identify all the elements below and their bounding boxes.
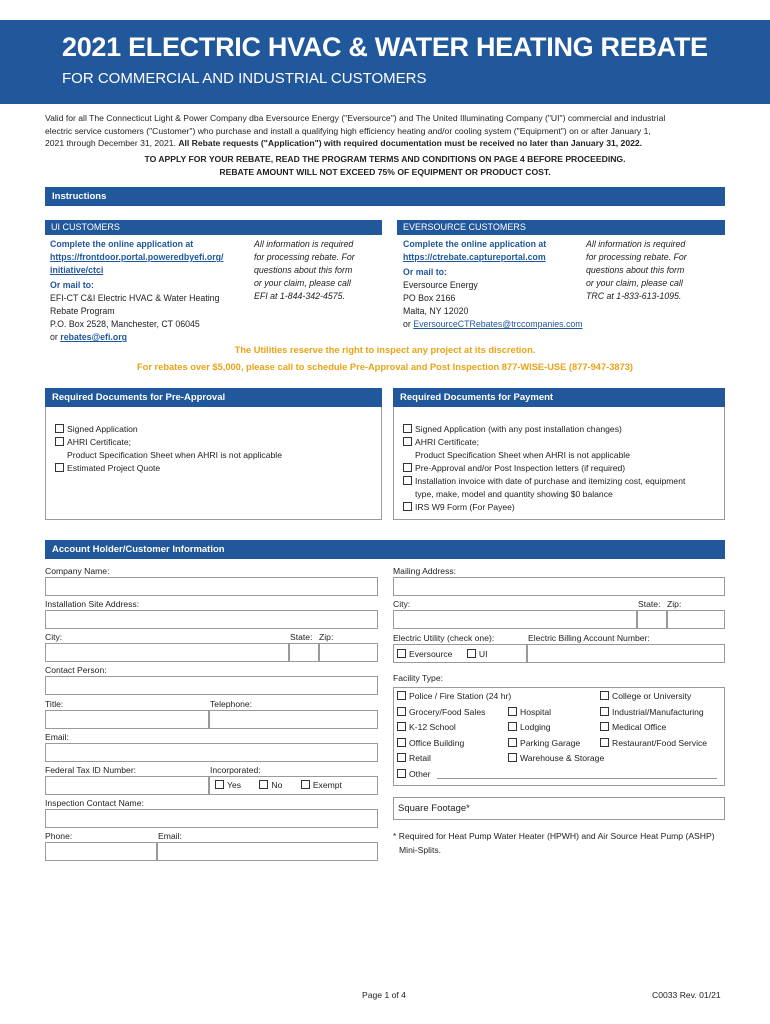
checklist-sublabel: Product Specification Sheet when AHRI is not applicable: [67, 450, 282, 460]
checklist-label: IRS W9 Form (For Payee): [415, 502, 515, 512]
zip2-input[interactable]: [667, 610, 725, 629]
note-line: All information is required: [586, 239, 686, 249]
police-checkbox[interactable]: [397, 691, 406, 700]
college-checkbox[interactable]: [600, 691, 609, 700]
site-address-input[interactable]: [45, 610, 378, 629]
title-banner: [0, 20, 770, 104]
note-line: questions about this form: [586, 265, 685, 275]
facility-label: Grocery/Food Sales: [409, 707, 486, 717]
form-code: C0033 Rev. 01/21: [652, 990, 721, 1000]
es-apply-text: Complete the online application at: [403, 239, 547, 249]
eversource-customers-header: EVERSOURCE CUSTOMERS: [397, 220, 725, 235]
instructions-header: Instructions: [45, 187, 725, 206]
mailing-address-input[interactable]: [393, 577, 725, 596]
ui-portal-link-cont[interactable]: initiative/ctci: [50, 265, 104, 275]
zip2-label: Zip:: [667, 599, 682, 609]
ui-customers-header: UI CUSTOMERS: [45, 220, 382, 235]
incorporated-options: [215, 779, 342, 792]
es-portal-link[interactable]: https://ctrebate.captureportal.com: [403, 252, 546, 262]
contact-person-input[interactable]: [45, 676, 378, 695]
facility-label: Parking Garage: [520, 738, 581, 748]
inspection-warning: The Utilities reserve the right to inspect any project at its discretion.: [234, 345, 536, 355]
checklist-sublabel: Product Specification Sheet when AHRI is not applicable: [415, 450, 630, 460]
note-line: for processing rebate. For: [586, 252, 687, 262]
city2-input[interactable]: [393, 610, 637, 629]
city2-label: City:: [393, 599, 411, 609]
or-text: or: [403, 319, 411, 329]
state2-input[interactable]: [637, 610, 667, 629]
other-line-input[interactable]: [437, 778, 717, 779]
federal-tax-input[interactable]: [45, 776, 209, 795]
billing-label: Electric Billing Account Number:: [528, 633, 650, 643]
note-line: or your claim, please call: [254, 278, 351, 288]
facility-label: Other: [409, 769, 431, 779]
footnote-cont: Mini-Splits.: [399, 845, 442, 855]
note-line: for processing rebate. For: [254, 252, 355, 262]
ui-address: EFI-CT C&I Electric HVAC & Water Heating: [50, 293, 220, 303]
intro-text: [45, 112, 725, 150]
note-line: All information is required: [254, 239, 354, 249]
utility-label: Electric Utility (check one):: [393, 633, 495, 643]
inc-exempt-label: Exempt: [312, 780, 342, 790]
checklist-label: AHRI Certificate;: [67, 437, 131, 447]
es-mail-label: Or mail to:: [403, 267, 447, 277]
payment-list: [403, 423, 685, 514]
facility-label: College or University: [612, 691, 692, 701]
inc-exempt-checkbox[interactable]: [301, 780, 310, 789]
w9-checkbox[interactable]: [403, 502, 412, 511]
or-text: or: [50, 332, 58, 342]
state2-label: State:: [638, 599, 661, 609]
city-input[interactable]: [45, 643, 289, 662]
estimate-checkbox[interactable]: [55, 463, 64, 472]
inc-no-checkbox[interactable]: [259, 780, 268, 789]
parking-checkbox[interactable]: [508, 738, 517, 747]
es-email-link[interactable]: EversourceCTRebates@trccompanies.com: [413, 319, 583, 329]
restaurant-checkbox[interactable]: [600, 738, 609, 747]
site-address-label: Installation Site Address:: [45, 599, 140, 609]
signed-application-checkbox[interactable]: [55, 424, 64, 433]
grocery-checkbox[interactable]: [397, 707, 406, 716]
intro-line: Valid for all The Connecticut Light & Power Company dba Eversource Energy ("Eversource") and The United Illuminating Company ("UI") commercial and industrial: [45, 113, 666, 123]
facility-label: Hospital: [520, 707, 552, 717]
office-checkbox[interactable]: [397, 738, 406, 747]
ui-address: Rebate Program: [50, 306, 115, 316]
note-line: questions about this form: [254, 265, 353, 275]
federal-tax-label: Federal Tax ID Number:: [45, 765, 137, 775]
telephone-input[interactable]: [209, 710, 378, 729]
page-number: Page 1 of 4: [362, 990, 406, 1000]
facility-label: Industrial/Manufacturing: [612, 707, 704, 717]
facility-label: Warehouse & Storage: [520, 753, 605, 763]
ui-checkbox[interactable]: [467, 649, 476, 658]
eversource-checkbox[interactable]: [397, 649, 406, 658]
checklist-label: AHRI Certificate;: [415, 437, 479, 447]
ahri-checkbox[interactable]: [55, 437, 64, 446]
email-input[interactable]: [45, 743, 378, 762]
ahri-checkbox[interactable]: [403, 437, 412, 446]
zip-label: Zip:: [319, 632, 334, 642]
page-subtitle: FOR COMMERCIAL AND INDUSTRIAL CUSTOMERS: [62, 70, 427, 87]
medical-checkbox[interactable]: [600, 722, 609, 731]
ui-mail-label: Or mail to:: [50, 280, 94, 290]
preapproval-header: Required Documents for Pre-Approval: [45, 388, 382, 407]
checklist-sublabel: type, make, model and quantity showing $0 balance: [415, 489, 613, 499]
square-footage-label: Square Footage*: [398, 803, 470, 814]
lodging-checkbox[interactable]: [508, 722, 517, 731]
facility-label: Retail: [409, 753, 431, 763]
eversource-instructions: [403, 238, 583, 331]
inc-yes-checkbox[interactable]: [215, 780, 224, 789]
facility-label: Police / Fire Station (24 hr): [409, 691, 512, 701]
page-title: 2021 ELECTRIC HVAC & WATER HEATING REBATE: [62, 32, 708, 62]
preapproval-list: [55, 423, 282, 475]
utility-options: [397, 648, 487, 661]
note-line: TRC at 1-833-613-1095.: [586, 291, 682, 301]
checklist-label: Pre-Approval and/or Post Inspection letters (if required): [415, 463, 626, 473]
hospital-checkbox[interactable]: [508, 707, 517, 716]
footnote: * Required for Heat Pump Water Heater (HPWH) and Air Source Heat Pump (ASHP): [393, 831, 715, 841]
checklist-label: Signed Application (with any post installation changes): [415, 424, 622, 434]
es-address: Malta, NY 12020: [403, 306, 469, 316]
telephone-label: Telephone:: [210, 699, 253, 709]
inspection-contact-input[interactable]: [45, 809, 378, 828]
notice-terms: TO APPLY FOR YOUR REBATE, READ THE PROGRAM TERMS AND CONDITIONS ON PAGE 4 BEFORE PROCEEDING.: [144, 154, 626, 164]
ui-apply-text: Complete the online application at: [50, 239, 194, 249]
note-line: EFI at 1-844-342-4575.: [254, 291, 345, 301]
facility-label: K-12 School: [409, 722, 456, 732]
facility-label: Lodging: [520, 722, 551, 732]
checklist-label: Installation invoice with date of purchase and itemizing cost, equipment: [415, 476, 686, 486]
notice-cap: REBATE AMOUNT WILL NOT EXCEED 75% OF EQUIPMENT OR PRODUCT COST.: [219, 167, 551, 177]
email2-input[interactable]: [157, 842, 378, 861]
company-name-label: Company Name:: [45, 566, 110, 576]
inspection-contact-label: Inspection Contact Name:: [45, 798, 144, 808]
incorporated-label: Incorporated:: [210, 765, 261, 775]
email2-label: Email:: [158, 831, 182, 841]
note-line: or your claim, please call: [586, 278, 683, 288]
ui-email-link[interactable]: rebates@efi.org: [60, 332, 128, 342]
ui-instructions: [50, 238, 224, 344]
es-address: PO Box 2166: [403, 293, 456, 303]
phone-label: Phone:: [45, 831, 73, 841]
email-label: Email:: [45, 732, 69, 742]
k12-checkbox[interactable]: [397, 722, 406, 731]
billing-account-input[interactable]: [527, 644, 725, 663]
other-checkbox[interactable]: [397, 769, 406, 778]
state-input[interactable]: [289, 643, 319, 662]
checklist-label: Signed Application: [67, 424, 138, 434]
intro-line: 2021 through December 31, 2021.: [45, 138, 176, 149]
ui-note: [254, 238, 355, 303]
zip-input[interactable]: [319, 643, 378, 662]
phone-input[interactable]: [45, 842, 157, 861]
payment-header: Required Documents for Payment: [393, 388, 725, 407]
state-label: State:: [290, 632, 313, 642]
inc-no-label: No: [271, 780, 283, 790]
facility-type-label: Facility Type:: [393, 673, 443, 683]
es-address: Eversource Energy: [403, 280, 478, 290]
contact-person-label: Contact Person:: [45, 665, 107, 675]
checklist-label: Estimated Project Quote: [67, 463, 161, 473]
intro-deadline: All Rebate requests ("Application") with required documentation must be received no later than January 31, 2022.: [178, 138, 643, 149]
ui-address: P.O. Box 2528, Manchester, CT 06045: [50, 319, 200, 329]
warehouse-checkbox[interactable]: [508, 753, 517, 762]
ui-label: UI: [478, 649, 488, 659]
mailing-address-label: Mailing Address:: [393, 566, 457, 576]
title-input[interactable]: [45, 710, 209, 729]
eversource-label: Eversource: [409, 649, 453, 659]
facility-label: Restaurant/Food Service: [612, 738, 708, 748]
intro-line: electric service customers ("Customer") who purchase and install a qualifying high efficiency heating and/or cooling system ("Equipment") on or after January 1,: [45, 125, 651, 136]
facility-label: Medical Office: [612, 722, 667, 732]
city-label: City:: [45, 632, 63, 642]
es-note: [586, 238, 687, 303]
industrial-checkbox[interactable]: [600, 707, 609, 716]
account-header: Account Holder/Customer Information: [45, 540, 725, 559]
company-name-input[interactable]: [45, 577, 378, 596]
inc-yes-label: Yes: [227, 780, 242, 790]
retail-checkbox[interactable]: [397, 753, 406, 762]
invoice-checkbox[interactable]: [403, 476, 412, 485]
signed-application-checkbox[interactable]: [403, 424, 412, 433]
ui-portal-link[interactable]: https://frontdoor.portal.poweredbyefi.org/: [50, 252, 224, 262]
facility-label: Office Building: [409, 738, 465, 748]
inspection-letters-checkbox[interactable]: [403, 463, 412, 472]
preapproval-warning: For rebates over $5,000, please call to schedule Pre-Approval and Post Inspection 877-WISE-USE (877-947-3873): [136, 362, 634, 372]
title-label: Title:: [45, 699, 64, 709]
